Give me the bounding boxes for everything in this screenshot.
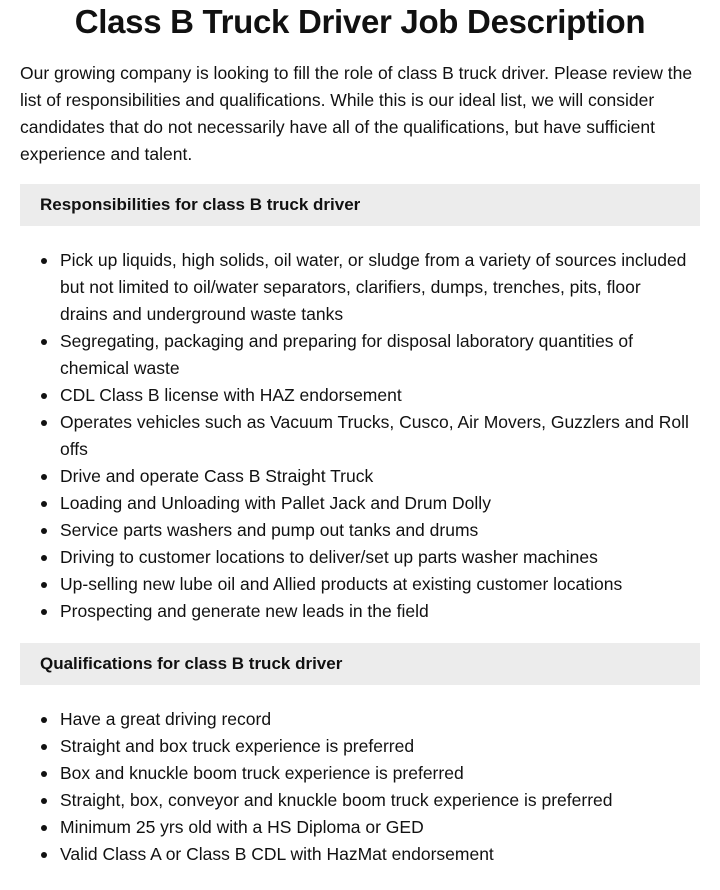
bullet-icon [41, 258, 47, 264]
list-item: Minimum 25 yrs old with a HS Diploma or GED [40, 814, 700, 841]
list-item: Straight, box, conveyor and knuckle boom truck experience is preferred [40, 787, 700, 814]
list-item: Prospecting and generate new leads in the field [40, 598, 700, 625]
qualifications-list [20, 706, 700, 868]
bullet-icon [41, 825, 47, 831]
bullet-icon [41, 474, 47, 480]
bullet-icon [41, 393, 47, 399]
bullet-icon [41, 744, 47, 750]
list-item: Have a great driving record [40, 706, 700, 733]
list-item: Operates vehicles such as Vacuum Trucks, Cusco, Air Movers, Guzzlers and Roll offs [40, 409, 700, 463]
list-item: Drive and operate Cass B Straight Truck [40, 463, 700, 490]
list-item: Up-selling new lube oil and Allied products at existing customer locations [40, 571, 700, 598]
bullet-icon [41, 771, 47, 777]
qualifications-heading: Qualifications for class B truck driver [20, 643, 700, 685]
list-item: Loading and Unloading with Pallet Jack and Drum Dolly [40, 490, 700, 517]
list-item: Pick up liquids, high solids, oil water, or sludge from a variety of sources included but not limited to oil/water separators, clarifiers, dumps, trenches, pits, floor drains and underground waste tanks [40, 247, 700, 328]
bullet-icon [41, 717, 47, 723]
list-item: Segregating, packaging and preparing for disposal laboratory quantities of chemical waste [40, 328, 700, 382]
list-item: Service parts washers and pump out tanks and drums [40, 517, 700, 544]
list-item: CDL Class B license with HAZ endorsement [40, 382, 700, 409]
bullet-icon [41, 609, 47, 615]
list-item: Valid Class A or Class B CDL with HazMat endorsement [40, 841, 700, 868]
list-item: Box and knuckle boom truck experience is preferred [40, 760, 700, 787]
page-title: Class B Truck Driver Job Description [74, 3, 646, 40]
bullet-icon [41, 528, 47, 534]
bullet-icon [41, 420, 47, 426]
list-item: Driving to customer locations to deliver/set up parts washer machines [40, 544, 700, 571]
responsibilities-heading: Responsibilities for class B truck driver [20, 184, 700, 226]
bullet-icon [41, 501, 47, 507]
bullet-icon [41, 852, 47, 858]
bullet-icon [41, 339, 47, 345]
intro-paragraph: Our growing company is looking to fill the role of class B truck driver. Please review the list of responsibilities and qualifications. While this is our ideal list, we will consider candidates that do not necessarily have all of the qualifications, but have sufficient experience and talent. [20, 63, 693, 164]
bullet-icon [41, 555, 47, 561]
responsibilities-list [20, 247, 700, 625]
bullet-icon [41, 582, 47, 588]
bullet-icon [41, 798, 47, 804]
list-item: Straight and box truck experience is preferred [40, 733, 700, 760]
